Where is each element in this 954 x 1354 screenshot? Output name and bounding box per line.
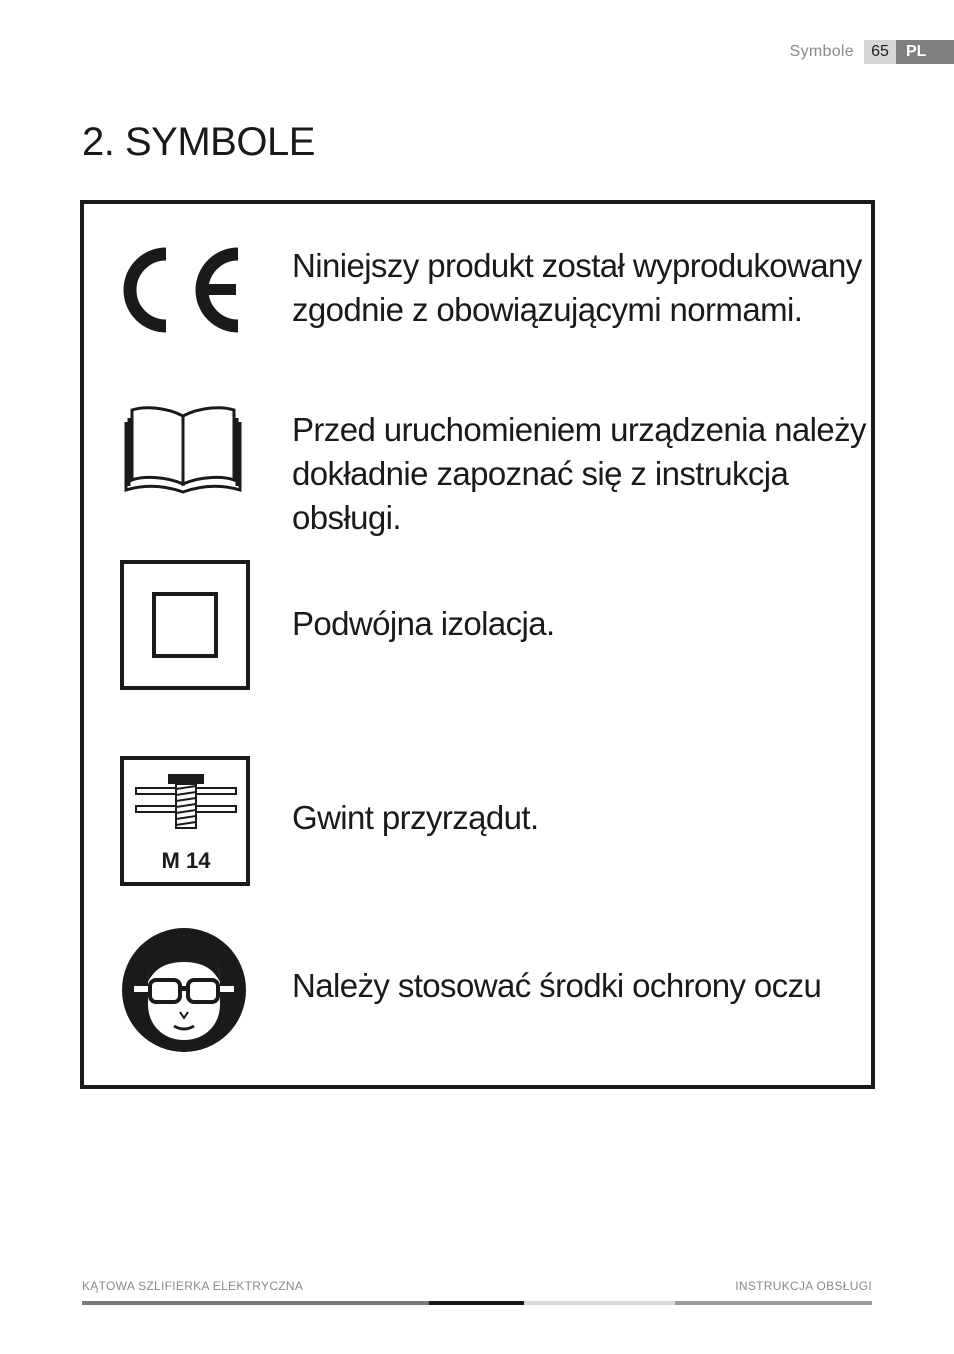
footer-bar xyxy=(82,1301,872,1305)
symbol-text-manual: Przed uruchomieniem urządzenia należy dokładnie zapoznać się z instrukcja obsługi. xyxy=(292,411,866,536)
footer-bar-segment xyxy=(675,1301,872,1305)
footer-doc-type: INSTRUKCJA OBSŁUGI xyxy=(735,1279,872,1293)
footer-product-name: KĄTOWA SZLIFIERKA ELEKTRYCZNA xyxy=(82,1279,304,1293)
spindle-thread-icon xyxy=(120,756,250,891)
footer-bar-segment xyxy=(82,1301,429,1305)
double-insulation-icon xyxy=(120,560,250,695)
symbol-text-thread: Gwint przyrządut. xyxy=(292,799,539,836)
header-page-number: 65 xyxy=(864,40,896,64)
eye-protection-icon xyxy=(120,926,248,1059)
symbol-text-eye: Należy stosować środki ochrony oczu xyxy=(292,967,822,1004)
manual-book-icon xyxy=(120,404,246,499)
footer-bar-segment xyxy=(429,1301,524,1305)
ce-mark-icon xyxy=(120,242,244,343)
footer-bar-segment xyxy=(524,1301,675,1305)
symbol-text-insulation: Podwójna izolacja. xyxy=(292,605,555,642)
page-header xyxy=(790,40,954,64)
symbols-box xyxy=(80,200,875,1089)
header-language-tab: PL xyxy=(896,40,954,64)
symbol-text-ce: Niniejszy produkt został wyprodukowany zgodnie z obowiązującymi normami. xyxy=(292,247,862,328)
page-title: 2. SYMBOLE xyxy=(82,120,315,164)
spindle-icon-label: M 14 xyxy=(161,848,211,873)
header-section-label: Symbole xyxy=(789,43,854,60)
